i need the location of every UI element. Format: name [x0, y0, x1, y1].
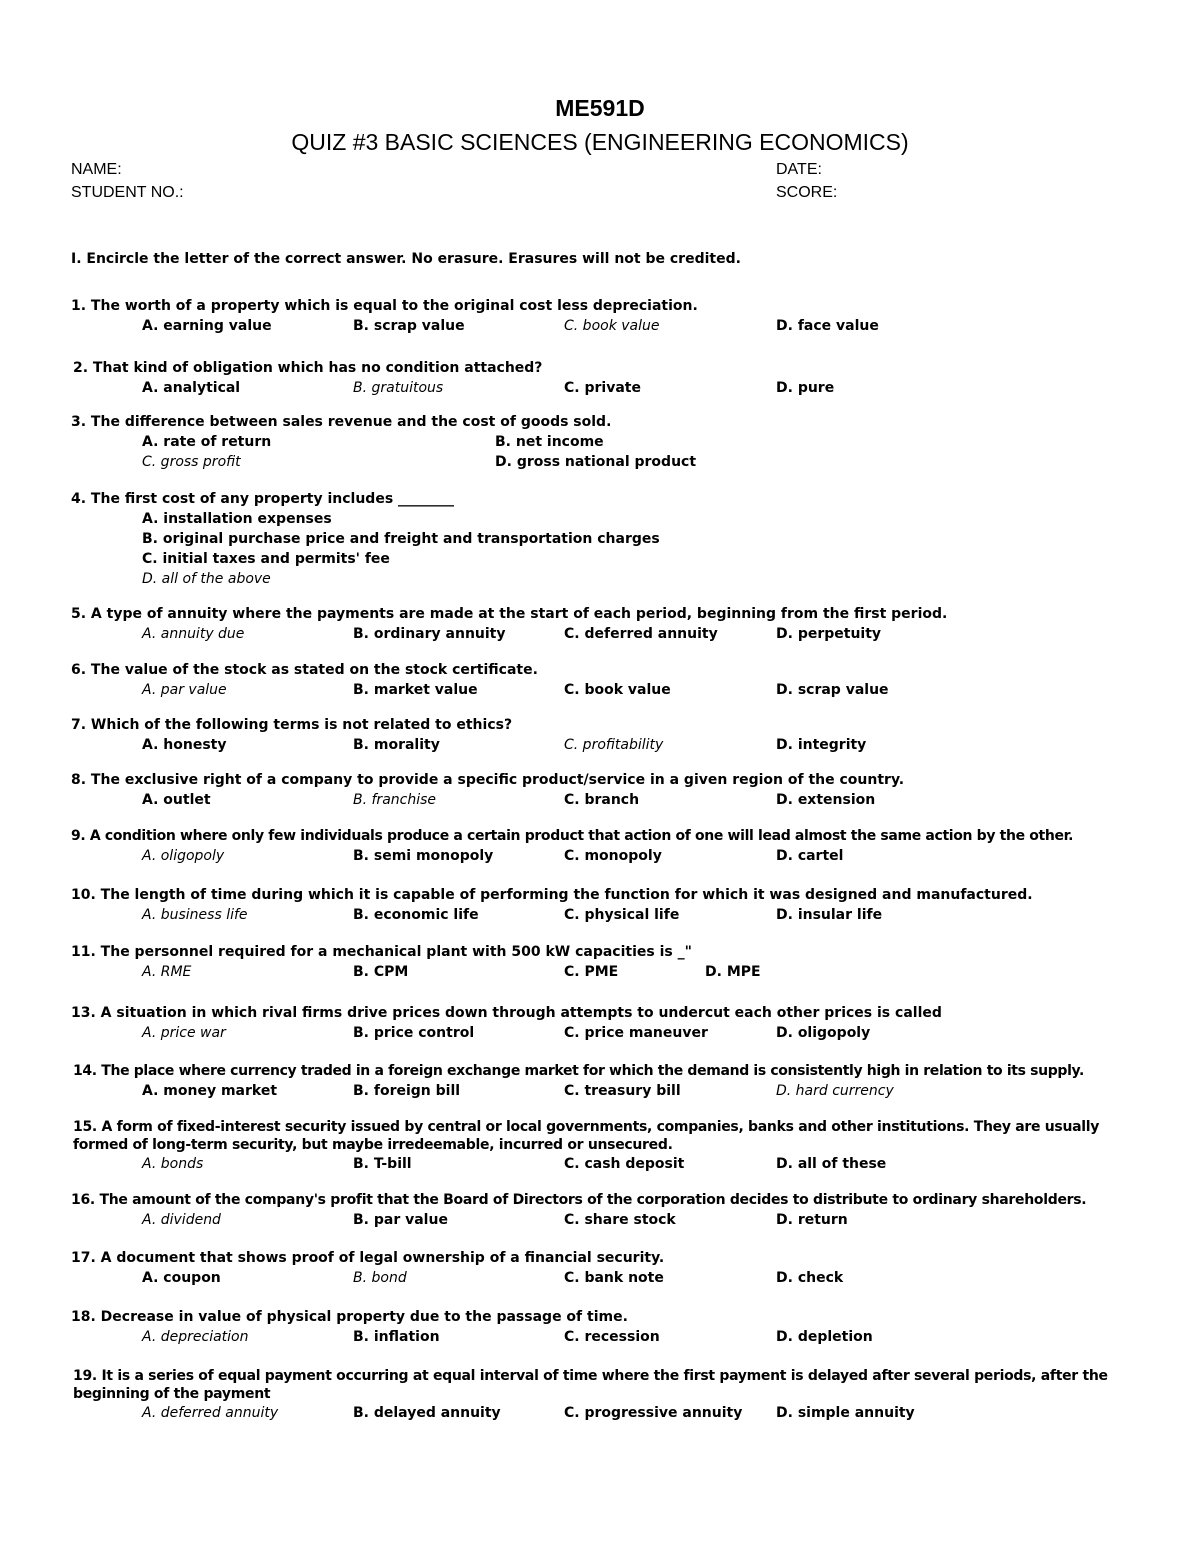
question-stem: 4. The first cost of any property includes ________	[71, 491, 455, 507]
option-b[interactable]: B. original purchase price and freight and transportation charges	[142, 531, 660, 547]
question-stem: 11. The personnel required for a mechanical plant with 500 kW capacities is _"	[71, 944, 692, 960]
question-stem: 1. The worth of a property which is equal to the original cost less depreciation.	[71, 298, 698, 314]
option-a[interactable]: A. RME	[142, 964, 192, 980]
option-a[interactable]: A. outlet	[142, 792, 211, 808]
option-d[interactable]: D. check	[776, 1270, 844, 1286]
option-a[interactable]: A. coupon	[142, 1270, 221, 1286]
options-row	[71, 316, 1131, 336]
option-c[interactable]: C. treasury bill	[564, 1083, 681, 1099]
question-stem: 7. Which of the following terms is not related to ethics?	[71, 717, 513, 733]
option-c[interactable]: C. physical life	[564, 907, 680, 923]
option-c[interactable]: C. bank note	[564, 1270, 664, 1286]
question-5	[71, 605, 1131, 644]
options-row	[71, 1210, 1131, 1230]
option-a[interactable]: A. money market	[142, 1083, 278, 1099]
option-c[interactable]: C. book value	[564, 318, 660, 334]
option-c[interactable]: C. recession	[564, 1329, 660, 1345]
question-9	[71, 827, 1131, 866]
question-stem: 9. A condition where only few individuals produce a certain product that action of one will lead almost the same action by the other.	[71, 828, 1074, 844]
question-11	[71, 943, 1131, 982]
options-row	[71, 378, 1133, 398]
option-c[interactable]: C. gross profit	[142, 454, 241, 470]
option-b[interactable]: B. franchise	[353, 792, 437, 808]
options-row	[71, 569, 1131, 589]
options-row	[71, 1327, 1131, 1347]
option-c[interactable]: C. PME	[564, 964, 619, 980]
options-row	[71, 509, 1131, 529]
option-a[interactable]: A. deferred annuity	[142, 1405, 279, 1421]
question-14	[73, 1062, 1133, 1101]
question-3	[71, 413, 1131, 472]
option-a[interactable]: A. earning value	[142, 318, 272, 334]
question-stem: 18. Decrease in value of physical property due to the passage of time.	[71, 1309, 628, 1325]
question-stem: 10. The length of time during which it is capable of performing the function for which it was designed and manufactured.	[71, 887, 1033, 903]
option-b[interactable]: B. par value	[353, 1212, 448, 1228]
options-row	[71, 624, 1131, 644]
name-label: NAME:	[71, 161, 122, 178]
option-d[interactable]: D. MPE	[705, 964, 761, 980]
options-row	[71, 529, 1131, 549]
option-b[interactable]: B. T-bill	[353, 1156, 412, 1172]
option-d[interactable]: D. cartel	[776, 848, 844, 864]
question-1	[71, 297, 1131, 336]
option-b[interactable]: B. price control	[353, 1025, 475, 1041]
options-row	[71, 735, 1131, 755]
option-c[interactable]: C. share stock	[564, 1212, 676, 1228]
student-no-label: STUDENT NO.:	[71, 184, 184, 201]
option-d[interactable]: D. insular life	[776, 907, 883, 923]
question-stem: 2. That kind of obligation which has no condition attached?	[73, 360, 543, 376]
question-stem: 14. The place where currency traded in a foreign exchange market for which the demand is consistently high in relation to its supply.	[73, 1063, 1084, 1079]
option-c[interactable]: C. book value	[564, 682, 671, 698]
option-a[interactable]: A. price war	[142, 1025, 226, 1041]
question-stem: 5. A type of annuity where the payments are made at the start of each period, beginning from the first period.	[71, 606, 948, 622]
option-b[interactable]: B. semi monopoly	[353, 848, 494, 864]
option-d[interactable]: D. scrap value	[776, 682, 889, 698]
option-a[interactable]: A. analytical	[142, 380, 241, 396]
options-row	[71, 1268, 1131, 1288]
question-stem: 16. The amount of the company's profit that the Board of Directors of the corporation decides to distribute to ordinary shareholders.	[71, 1192, 1087, 1208]
options-row	[71, 790, 1131, 810]
option-b[interactable]: B. economic life	[353, 907, 479, 923]
option-d[interactable]: D. hard currency	[776, 1083, 894, 1099]
option-b[interactable]: B. inflation	[353, 1329, 440, 1345]
course-code: ME591D	[555, 95, 645, 121]
option-c[interactable]: C. progressive annuity	[564, 1405, 743, 1421]
date-label: DATE:	[776, 161, 822, 178]
option-b[interactable]: B. delayed annuity	[353, 1405, 501, 1421]
question-stem: 17. A document that shows proof of legal ownership of a financial security.	[71, 1250, 665, 1266]
option-a[interactable]: A. honesty	[142, 737, 227, 753]
option-a[interactable]: A. installation expenses	[142, 511, 332, 527]
option-c[interactable]: C. price maneuver	[564, 1025, 708, 1041]
question-8	[71, 771, 1131, 810]
option-d[interactable]: D. depletion	[776, 1329, 873, 1345]
question-stem: 15. A form of fixed-interest security issued by central or local governments, companies, banks and other institutions. They are usually formed of long-term security, but maybe irredeemable, incurred or unsecured.	[73, 1119, 1100, 1153]
question-6	[71, 661, 1131, 700]
option-d[interactable]: D. pure	[776, 380, 835, 396]
question-4	[71, 490, 1131, 589]
score-label: SCORE:	[776, 184, 838, 201]
question-stem: 8. The exclusive right of a company to provide a specific product/service in a given region of the country.	[71, 772, 905, 788]
question-7	[71, 716, 1131, 755]
option-b[interactable]: B. market value	[353, 682, 478, 698]
option-d[interactable]: D. face value	[776, 318, 879, 334]
question-17	[71, 1249, 1131, 1288]
option-c[interactable]: C. monopoly	[564, 848, 662, 864]
options-row	[71, 432, 1131, 452]
question-13	[71, 1004, 1131, 1043]
option-d[interactable]: D. return	[776, 1212, 848, 1228]
option-c[interactable]: C. branch	[564, 792, 640, 808]
option-b[interactable]: B. morality	[353, 737, 440, 753]
options-row	[71, 1154, 1133, 1174]
option-a[interactable]: A. dividend	[142, 1212, 221, 1228]
options-row	[71, 846, 1131, 866]
option-b[interactable]: B. net income	[495, 434, 604, 450]
option-a[interactable]: A. oligopoly	[142, 848, 225, 864]
options-row	[71, 962, 1131, 982]
option-a[interactable]: A. annuity due	[142, 626, 245, 642]
question-15	[73, 1118, 1133, 1174]
quiz-title: QUIZ #3 BASIC SCIENCES (ENGINEERING ECONOMICS)	[291, 129, 909, 155]
option-a[interactable]: A. depreciation	[142, 1329, 249, 1345]
option-d[interactable]: D. perpetuity	[776, 626, 882, 642]
options-row	[71, 1081, 1133, 1101]
option-c[interactable]: C. private	[564, 380, 641, 396]
option-d[interactable]: D. integrity	[776, 737, 867, 753]
options-row	[71, 680, 1131, 700]
option-b[interactable]: B. ordinary annuity	[353, 626, 506, 642]
option-b[interactable]: B. scrap value	[353, 318, 465, 334]
options-row	[71, 452, 1131, 472]
instructions: I. Encircle the letter of the correct answer. No erasure. Erasures will not be credited.	[71, 251, 741, 267]
option-c[interactable]: C. deferred annuity	[564, 626, 718, 642]
option-d[interactable]: D. gross national product	[495, 454, 697, 470]
option-d[interactable]: D. simple annuity	[776, 1405, 915, 1421]
option-a[interactable]: A. par value	[142, 682, 227, 698]
option-a[interactable]: A. rate of return	[142, 434, 272, 450]
question-10	[71, 886, 1131, 925]
question-16	[71, 1191, 1131, 1230]
options-row	[71, 1023, 1131, 1043]
options-row	[71, 549, 1131, 569]
option-d[interactable]: D. extension	[776, 792, 876, 808]
option-d[interactable]: D. all of the above	[142, 571, 271, 587]
option-c[interactable]: C. cash deposit	[564, 1156, 685, 1172]
option-d[interactable]: D. oligopoly	[776, 1025, 871, 1041]
options-row	[71, 905, 1131, 925]
option-a[interactable]: A. bonds	[142, 1156, 204, 1172]
question-2	[73, 359, 1133, 398]
option-d[interactable]: D. all of these	[776, 1156, 887, 1172]
question-stem: 19. It is a series of equal payment occurring at equal interval of time where the first payment is delayed after several periods, after the beginning of the payment	[73, 1368, 1108, 1402]
question-stem: 13. A situation in which rival firms drive prices down through attempts to undercut each other prices is called	[71, 1005, 942, 1021]
question-19	[73, 1367, 1133, 1423]
question-18	[71, 1308, 1131, 1347]
options-row	[71, 1403, 1133, 1423]
question-stem: 6. The value of the stock as stated on the stock certificate.	[71, 662, 538, 678]
option-a[interactable]: A. business life	[142, 907, 248, 923]
question-stem: 3. The difference between sales revenue and the cost of goods sold.	[71, 414, 612, 430]
option-b[interactable]: B. gratuitous	[353, 380, 444, 396]
option-b[interactable]: B. bond	[353, 1270, 407, 1286]
option-b[interactable]: B. CPM	[353, 964, 409, 980]
option-c[interactable]: C. profitability	[564, 737, 664, 753]
option-c[interactable]: C. initial taxes and permits' fee	[142, 551, 390, 567]
option-b[interactable]: B. foreign bill	[353, 1083, 461, 1099]
